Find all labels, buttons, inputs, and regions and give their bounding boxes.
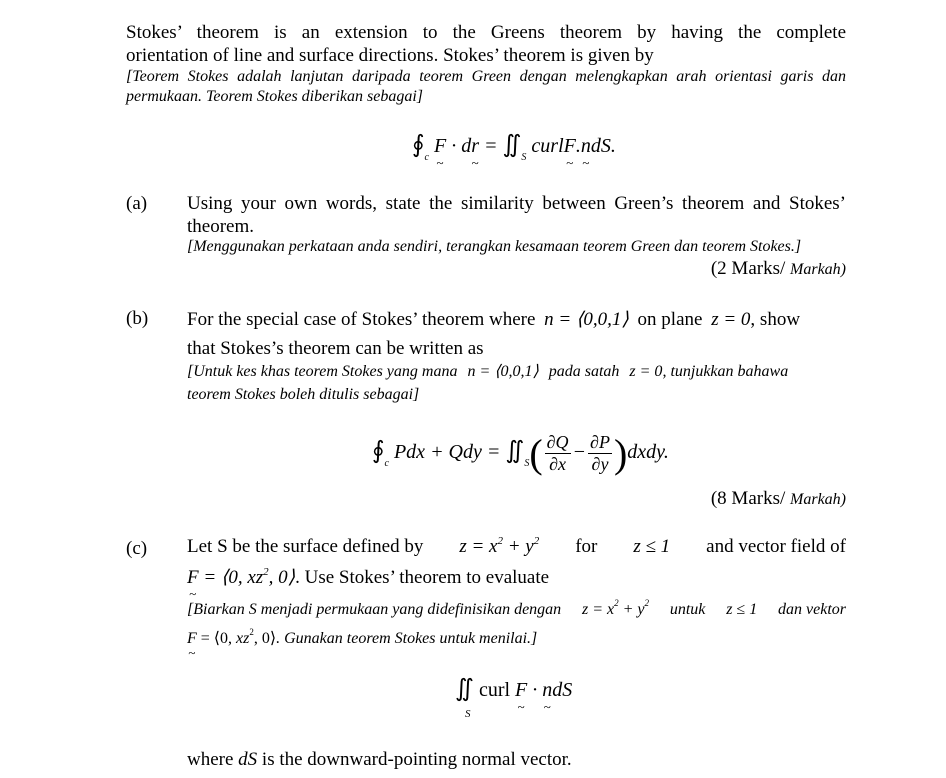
- greens-formula: $∮_c$ Pdx + Qdy = $∬_S$( $\frac{\partial Q}{\partial x}$ − $\frac{\partial P}{\partial y}$ )dxdy.: [372, 431, 669, 476]
- part-c-line-2: F ~ = ⟨0, $xz^2$, 0⟩. Use Stokes’ theorem to evaluate: [187, 566, 549, 589]
- part-c-where: where dS is the downward-pointing normal vector.: [187, 749, 572, 770]
- part-b-line-2: that Stokes’s theorem can be written as: [187, 338, 484, 359]
- vector-field: F ~ = ⟨0, $xz^2$, 0⟩: [187, 567, 295, 588]
- part-b-marks: (8 Marks/ Markah): [710, 488, 846, 509]
- surface-equation: $z = x^2 + y^2$: [459, 535, 540, 557]
- part-a-line-2: theorem.: [187, 216, 255, 237]
- stokes-formula: $∮_c$ F ~ · dr ~ = $∬_S$ curlF ~.n ~dS.: [412, 130, 616, 159]
- part-a-marks: (2 Marks/ Markah): [710, 258, 846, 279]
- surface-subscript: S: [465, 708, 471, 720]
- intro-line-2: orientation of line and surface directions. Stokes’ theorem is given by: [126, 45, 654, 66]
- part-b-ms-line-2: teorem Stokes boleh ditulis sebagai]: [187, 386, 420, 403]
- part-c-label: (c): [126, 538, 148, 559]
- part-a-line-1: Using your own words, state the similarity between Green’s theorem and Stokes’: [187, 193, 846, 214]
- part-a-ms: [Menggunakan perkataan anda sendiri, terangkan kesamaan teorem Green dan teorem Stokes.]: [187, 238, 802, 255]
- n-vector: n = ⟨0,0,1⟩: [544, 309, 629, 330]
- part-a-label: (a): [126, 193, 148, 214]
- intro-ms-line-1: [Teorem Stokes adalah lanjutan daripada teorem Green dengan melengkapkan arah orientasi garis dan: [126, 68, 846, 85]
- part-b-label: (b): [126, 308, 149, 329]
- part-c-line-1: Let S be the surface defined by $z = x^2 + y^2$ for z ≤ 1 and vector field of: [187, 535, 846, 557]
- part-b-line-1: For the special case of Stokes’ theorem where n = ⟨0,0,1⟩ on plane z = 0, show: [187, 309, 801, 330]
- curl-integral: ∬ curl F ~ · n ~dS: [455, 674, 572, 703]
- part-c-ms-line-1: [Biarkan S menjadi permukaan yang didefinisikan dengan $z = x^2 + y^2$ untuk z ≤ 1 dan vektor: [187, 598, 846, 618]
- part-b-ms-line-1: [Untuk kes khas teorem Stokes yang mana n = ⟨0,0,1⟩ pada satah z = 0, tunjukkan bahawa: [187, 363, 789, 380]
- part-c-ms-line-2: F ~ = ⟨0, $xz^2$, 0⟩. Gunakan teorem Stokes untuk menilai.]: [187, 628, 537, 648]
- intro-line-1: Stokes’ theorem is an extension to the Greens theorem by having the complete: [126, 22, 846, 43]
- intro-ms-line-2: permukaan. Teorem Stokes diberikan sebagai]: [126, 88, 423, 105]
